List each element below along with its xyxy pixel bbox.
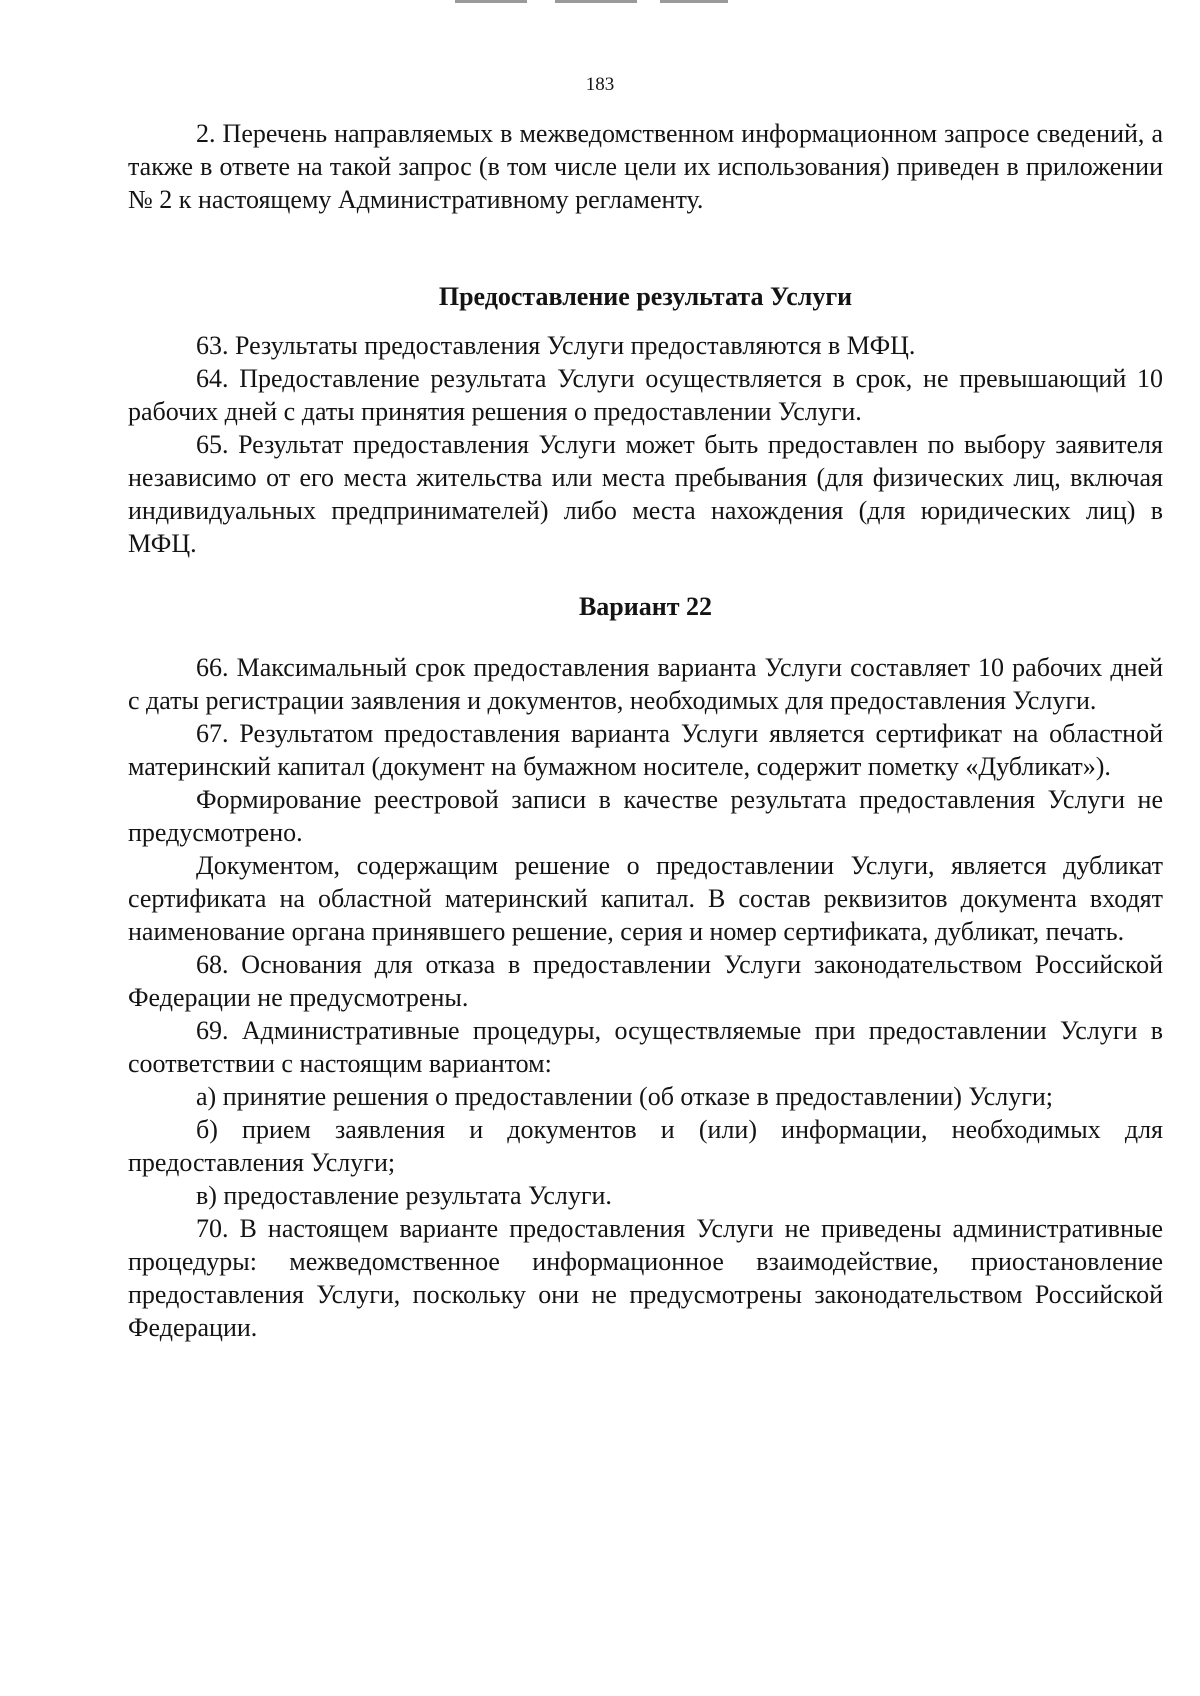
paragraph-64: 64. Предоставление результата Услуги осуществляется в срок, не превышающий 10 рабочих дней с даты принятия решения о предоставлении Услуги. xyxy=(128,364,1163,426)
paragraph-67: 67. Результатом предоставления варианта Услуги является сертификат на областной материнский капитал (документ на бумажном носителе, содержит пометку «Дубликат»). xyxy=(128,719,1163,781)
document-body xyxy=(128,117,1163,1344)
section-heading-variant: Вариант 22 xyxy=(578,592,713,621)
list-item-v: в) предоставление результата Услуги. xyxy=(196,1181,612,1210)
section-heading-result: Предоставление результата Услуги xyxy=(438,282,853,311)
scan-artifact xyxy=(555,0,637,3)
paragraph-68: 68. Основания для отказа в предоставлении Услуги законодательством Российской Федерации не предусмотрены. xyxy=(128,950,1163,1012)
paragraph-65: 65. Результат предоставления Услуги может быть предоставлен по выбору заявителя независимо от его места жительства или места пребывания (для физических лиц, включая индивидуальных предпринимателей) либо места нахождения (для юридических лиц) в МФЦ. xyxy=(128,430,1163,558)
paragraph-69: 69. Административные процедуры, осуществляемые при предоставлении Услуги в соответствии с настоящим вариантом: xyxy=(128,1016,1163,1078)
list-item-b: б) прием заявления и документов и (или) информации, необходимых для предоставления Услуги; xyxy=(128,1115,1163,1177)
list-item-a: а) принятие решения о предоставлении (об отказе в предоставлении) Услуги; xyxy=(196,1082,1054,1111)
paragraph-70: 70. В настоящем варианте предоставления Услуги не приведены административные процедуры: межведомственное информационное взаимодействие, приостановление предоставления Услуги, поскольку они не предусмотрены законодательством Российской Федерации. xyxy=(128,1214,1163,1342)
paragraph-67-document: Документом, содержащим решение о предоставлении Услуги, является дубликат сертификата на областной материнский капитал. В состав реквизитов документа входят наименование органа принявшего решение, серия и номер сертификата, дубликат, печать. xyxy=(128,851,1163,946)
page-number: 183 xyxy=(585,74,615,95)
paragraph-66: 66. Максимальный срок предоставления варианта Услуги составляет 10 рабочих дней с даты регистрации заявления и документов, необходимых для предоставления Услуги. xyxy=(128,653,1163,715)
paragraph-67-registry: Формирование реестровой записи в качестве результата предоставления Услуги не предусмотрено. xyxy=(128,785,1163,847)
scan-artifact xyxy=(660,0,728,3)
paragraph-2: 2. Перечень направляемых в межведомственном информационном запросе сведений, а также в ответе на такой запрос (в том числе цели их использования) приведен в приложении № 2 к настоящему Административному регламенту. xyxy=(128,119,1163,214)
paragraph-63: 63. Результаты предоставления Услуги предоставляются в МФЦ. xyxy=(196,331,916,360)
scan-artifact xyxy=(455,0,527,3)
